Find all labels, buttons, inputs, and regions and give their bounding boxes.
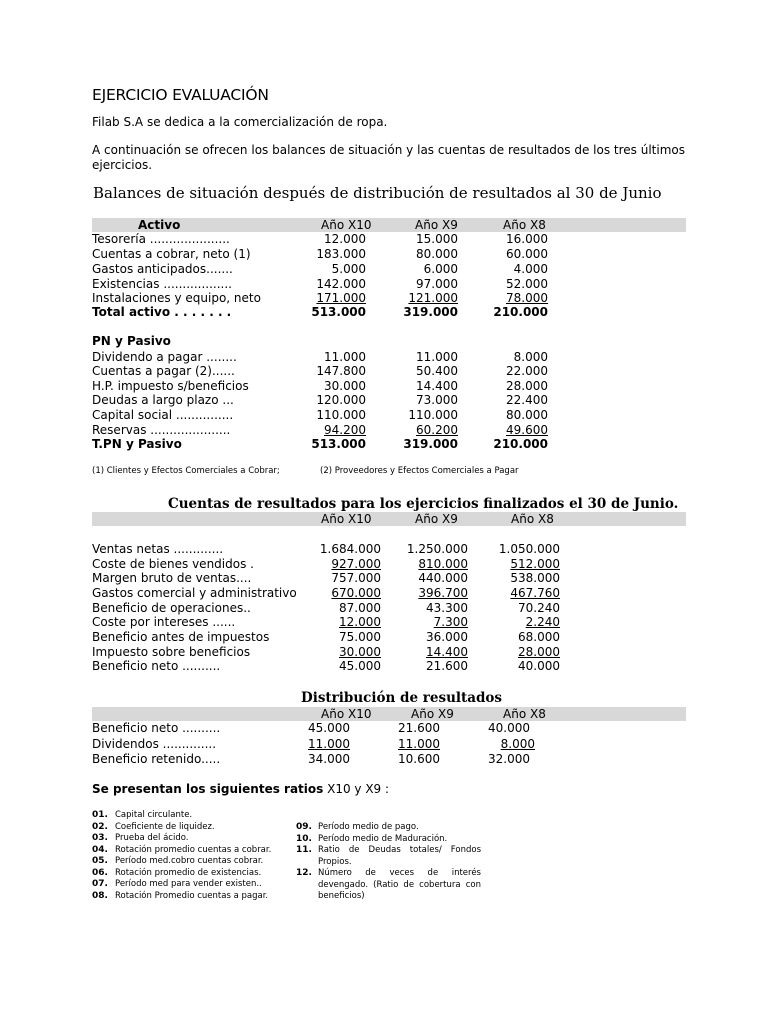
- row-value: 21.600: [398, 721, 440, 735]
- row-value: 319.000: [403, 305, 458, 319]
- row-value: 32.000: [488, 752, 530, 766]
- ratio-number: 08.: [92, 890, 108, 901]
- row-value: 60.000: [506, 247, 548, 261]
- row-value: 16.000: [506, 232, 548, 246]
- row-value: 210.000: [493, 305, 548, 319]
- row-value: 30.000: [339, 645, 381, 659]
- ratio-text: Período medio de pago.: [318, 822, 419, 832]
- ratio-text: Rotación Promedio cuentas a pagar.: [115, 890, 269, 901]
- row-value: 68.000: [518, 630, 560, 644]
- list-item: [92, 822, 292, 834]
- row-label: Coste de bienes vendidos .: [92, 557, 254, 571]
- resultados-year-col-2: Año X9: [415, 512, 458, 526]
- row-value: 97.000: [416, 277, 458, 291]
- row-value: 15.000: [416, 232, 458, 246]
- row-value: 11.000: [308, 737, 350, 751]
- row-value: 1.050.000: [498, 542, 560, 556]
- row-value: 28.000: [518, 645, 560, 659]
- row-value: 22.400: [506, 393, 548, 407]
- footnote-1: (1) Clientes y Efectos Comerciales a Cobrar;: [92, 466, 280, 476]
- row-value: 142.000: [316, 277, 366, 291]
- row-value: 110.000: [316, 408, 366, 422]
- row-value: 45.000: [339, 659, 381, 673]
- ratio-text: Período med para vender existen..: [115, 879, 262, 889]
- page-title: EJERCICIO EVALUACIÓN: [92, 86, 269, 104]
- row-label: Beneficio retenido.....: [92, 752, 221, 766]
- ratio-text: Capital circulante.: [115, 810, 193, 820]
- footnote-2: (2) Proveedores y Efectos Comerciales a Pagar: [320, 466, 519, 476]
- row-value: 12.000: [324, 232, 366, 246]
- row-value: 513.000: [311, 305, 366, 319]
- row-value: 45.000: [308, 721, 350, 735]
- row-label: Dividendo a pagar ........: [92, 350, 237, 364]
- ratio-number: 04.: [92, 844, 108, 855]
- ratio-text: Período medio de Maduración.: [318, 833, 448, 844]
- row-value: 147.800: [316, 364, 366, 378]
- row-label: Ventas netas .............: [92, 542, 224, 556]
- resultados-header-band: [92, 512, 686, 526]
- row-value: 467.760: [510, 586, 560, 600]
- row-label: Instalaciones y equipo, neto: [92, 291, 261, 305]
- intro-text: Filab S.A se dedica a la comercialización de ropa.: [92, 115, 388, 129]
- row-value: 73.000: [416, 393, 458, 407]
- intro-paragraph: A continuación se ofrecen los balances de situación y las cuentas de resultados de los tres últimos ejercicios.: [92, 143, 685, 172]
- ratios-heading-bold: Se presentan los siguientes ratios: [92, 782, 324, 796]
- row-value: 440.000: [418, 571, 468, 585]
- row-value: 5.000: [331, 262, 366, 276]
- ratio-number: 05.: [92, 856, 108, 866]
- ratio-text: Prueba del ácido.: [115, 833, 189, 843]
- row-value: 14.400: [416, 379, 458, 393]
- row-value: 11.000: [416, 350, 458, 364]
- row-value: 1.684.000: [319, 542, 381, 556]
- ratio-number: 07.: [92, 879, 108, 889]
- row-value: 87.000: [339, 601, 381, 615]
- row-label: Beneficio neto ..........: [92, 721, 221, 735]
- row-value: 757.000: [331, 571, 381, 585]
- list-item: [296, 834, 486, 846]
- row-value: 171.000: [316, 291, 366, 305]
- ratio-text: Período med.cobro cuentas cobrar.: [115, 856, 264, 866]
- row-label: Total activo . . . . . . .: [92, 305, 232, 319]
- resultados-heading: Cuentas de resultados para los ejercicios finalizados el 30 de Junio.: [168, 496, 679, 512]
- row-label: Impuesto sobre beneficios: [92, 645, 251, 659]
- row-label: Cuentas a pagar (2)......: [92, 364, 235, 378]
- row-value: 11.000: [324, 350, 366, 364]
- list-item: [92, 856, 292, 868]
- row-value: 670.000: [331, 586, 381, 600]
- row-label: Cuentas a cobrar, neto (1): [92, 247, 251, 261]
- list-item: [296, 822, 486, 834]
- row-value: 49.600: [506, 423, 548, 437]
- pasivo-label: PN y Pasivo: [92, 334, 171, 348]
- row-value: 70.240: [518, 601, 560, 615]
- row-value: 8.000: [513, 350, 548, 364]
- list-item: [92, 845, 292, 857]
- row-value: 183.000: [316, 247, 366, 261]
- resultados-year-col-1: Año X10: [321, 512, 372, 526]
- ratio-text: Coeficiente de liquidez.: [115, 821, 215, 832]
- ratio-number: 10.: [296, 833, 312, 844]
- row-value: 94.200: [324, 423, 366, 437]
- row-value: 2.240: [525, 615, 560, 629]
- row-value: 30.000: [324, 379, 366, 393]
- row-value: 110.000: [408, 408, 458, 422]
- ratio-text: Ratio de Deudas totales/ Fondos Propios.: [318, 845, 481, 867]
- ratio-text: Rotación promedio cuentas a cobrar.: [115, 844, 272, 855]
- row-value: 14.400: [426, 645, 468, 659]
- row-label: Dividendos ..............: [92, 737, 217, 751]
- ratios-left-list: [92, 810, 292, 902]
- row-label: Margen bruto de ventas....: [92, 571, 252, 585]
- list-item: [92, 891, 292, 903]
- row-label: Capital social ...............: [92, 408, 234, 422]
- list-item: [92, 810, 292, 822]
- row-label: Beneficio neto ..........: [92, 659, 221, 673]
- row-value: 40.000: [488, 721, 530, 735]
- ratio-number: 02.: [92, 821, 108, 832]
- row-value: 12.000: [339, 615, 381, 629]
- row-value: 75.000: [339, 630, 381, 644]
- balance-year-col-2: Año X9: [415, 218, 458, 232]
- distribucion-header-band: [92, 707, 686, 721]
- row-value: 52.000: [506, 277, 548, 291]
- row-label: Beneficio de operaciones..: [92, 601, 251, 615]
- row-value: 210.000: [493, 437, 548, 451]
- distribucion-year-col-1: Año X10: [321, 707, 372, 721]
- row-value: 396.700: [418, 586, 468, 600]
- row-value: 927.000: [331, 557, 381, 571]
- balance-header-band: [92, 218, 686, 232]
- row-value: 80.000: [416, 247, 458, 261]
- ratios-heading: [92, 782, 389, 796]
- row-value: 40.000: [518, 659, 560, 673]
- ratio-number: 12.: [296, 868, 312, 878]
- row-value: 1.250.000: [406, 542, 468, 556]
- row-label: H.P. impuesto s/beneficios: [92, 379, 249, 393]
- row-label: T.PN y Pasivo: [92, 437, 182, 451]
- row-value: 22.000: [506, 364, 548, 378]
- row-value: 513.000: [311, 437, 366, 451]
- row-value: 28.000: [506, 379, 548, 393]
- row-value: 8.000: [500, 737, 535, 751]
- distribucion-year-col-3: Año X8: [503, 707, 546, 721]
- row-value: 50.400: [416, 364, 458, 378]
- row-label: Tesorería .....................: [92, 232, 230, 246]
- row-value: 7.300: [433, 615, 468, 629]
- row-label: Beneficio antes de impuestos: [92, 630, 270, 644]
- row-label: Deudas a largo plazo ...: [92, 393, 234, 407]
- row-value: 121.000: [408, 291, 458, 305]
- row-value: 43.300: [426, 601, 468, 615]
- row-value: 120.000: [316, 393, 366, 407]
- distribucion-heading: Distribución de resultados: [301, 690, 503, 706]
- row-value: 319.000: [403, 437, 458, 451]
- ratio-number: 11.: [296, 845, 312, 855]
- list-item: [92, 833, 292, 845]
- balance-heading: Balances de situación después de distribución de resultados al 30 de Junio: [93, 184, 662, 202]
- ratio-text: Rotación promedio de existencias.: [115, 867, 262, 878]
- list-item: [92, 879, 292, 891]
- ratio-number: 03.: [92, 833, 108, 843]
- row-value: 60.200: [416, 423, 458, 437]
- row-value: 34.000: [308, 752, 350, 766]
- balance-year-col-3: Año X8: [503, 218, 546, 232]
- ratio-number: 09.: [296, 822, 312, 832]
- row-value: 10.600: [398, 752, 440, 766]
- row-value: 810.000: [418, 557, 468, 571]
- list-item: [296, 868, 486, 903]
- list-item: [92, 868, 292, 880]
- row-label: Gastos anticipados.......: [92, 262, 233, 276]
- ratio-number: 06.: [92, 867, 108, 878]
- ratio-number: 01.: [92, 810, 108, 820]
- row-value: 78.000: [506, 291, 548, 305]
- row-value: 6.000: [423, 262, 458, 276]
- ratios-right-list: [296, 822, 486, 903]
- distribucion-year-col-2: Año X9: [411, 707, 454, 721]
- row-value: 36.000: [426, 630, 468, 644]
- row-label: Coste por intereses ......: [92, 615, 236, 629]
- row-value: 538.000: [510, 571, 560, 585]
- row-label: Existencias ..................: [92, 277, 232, 291]
- list-item: [296, 845, 486, 868]
- row-value: 512.000: [510, 557, 560, 571]
- activo-label: Activo: [138, 218, 181, 232]
- row-label: Gastos comercial y administrativo: [92, 586, 297, 600]
- row-value: 80.000: [506, 408, 548, 422]
- row-value: 11.000: [398, 737, 440, 751]
- resultados-year-col-3: Año X8: [511, 512, 554, 526]
- row-value: 4.000: [513, 262, 548, 276]
- balance-year-col-1: Año X10: [321, 218, 372, 232]
- row-label: Reservas .....................: [92, 423, 231, 437]
- ratio-text: Número de veces de interés devengado. (Ratio de cobertura con beneficios): [318, 868, 481, 901]
- row-value: 21.600: [426, 659, 468, 673]
- ratios-heading-rest: X10 y X9 :: [323, 782, 390, 796]
